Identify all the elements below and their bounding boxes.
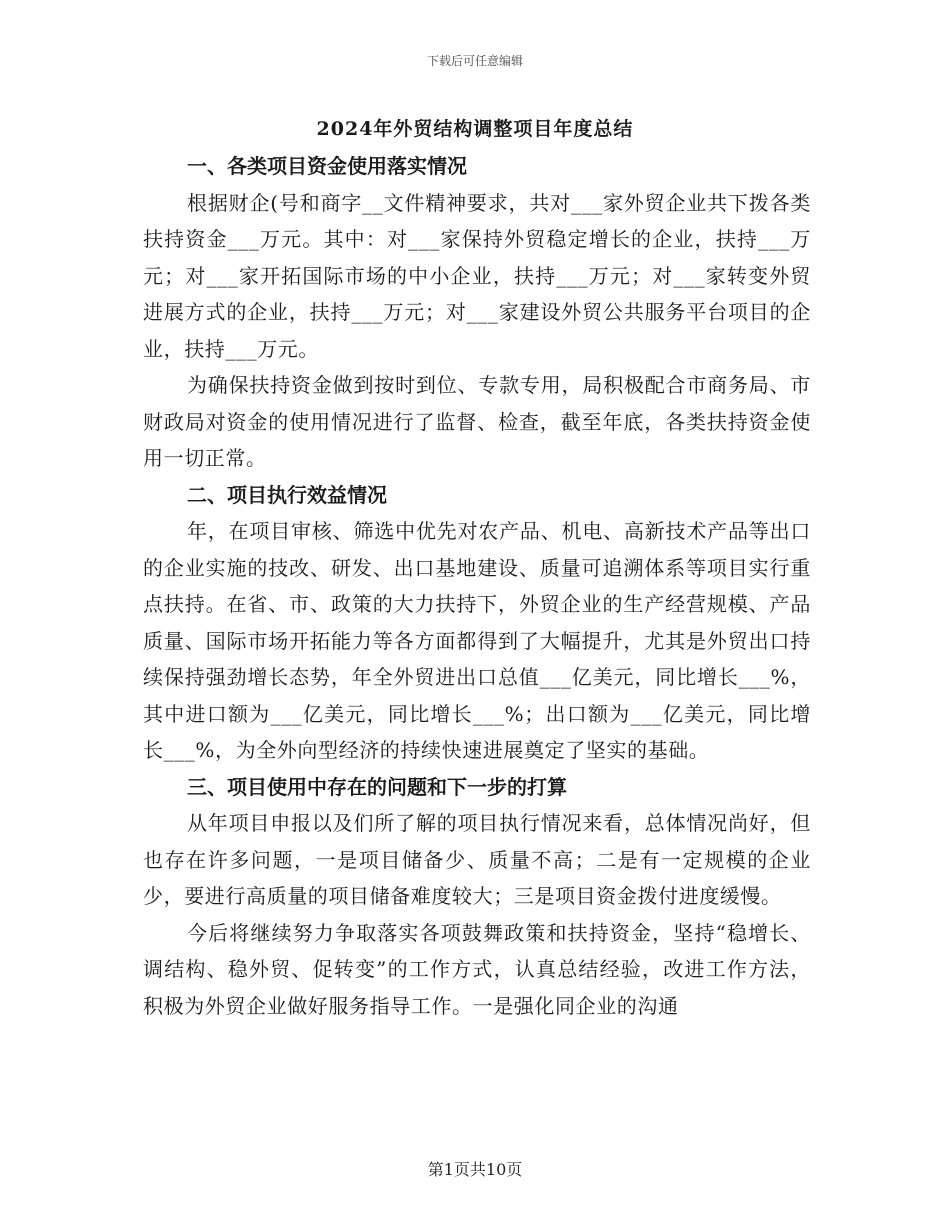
section-heading: 二、项目执行效益情况 [187, 482, 387, 507]
section-heading: 三、项目使用中存在的问题和下一步的打算 [187, 774, 567, 799]
paragraph: 年，在项目审核、筛选中优先对农产品、机电、高新技术产品等出口的企业实施的技改、研发、出口基地建设、质量可追溯体系等项目实行重点扶持。在省、市、政策的大力扶持下，外贸企业的生产经营规模、产品质量、国际市场开拓能力等各方面都得到了大幅提升，尤其是外贸出口持续保持强劲增长态势，年全外贸进出口总值___亿美元，同比增长___%，其中进口额为___亿美元，同比增长___%；出口额为___亿美元，同比增长___%，为全外向型经济的持续快速进展奠定了坚实的基础。 [143, 519, 811, 762]
document-body [143, 148, 811, 1024]
section-heading: 一、各类项目资金使用落实情况 [187, 154, 467, 178]
document-title: 2024年外贸结构调整项目年度总结 [316, 118, 634, 140]
page-number: 第1页共10页 [427, 1160, 523, 1179]
paragraph: 今后将继续努力争取落实各项鼓舞政策和扶持资金，坚持“稳增长、调结构、稳外贸、促转变”的工作方式，认真总结经验，改进工作方法，积极为外贸企业做好服务指导工作。一是强化同企业的沟通 [143, 920, 811, 1018]
header-note: 下载后可任意编辑 [426, 54, 523, 68]
paragraph: 为确保扶持资金做到按时到位、专款专用，局积极配合市商务局、市财政局对资金的使用情况进行了监督、检查，截至年底，各类扶持资金使用一切正常。 [143, 373, 811, 470]
paragraph: 根据财企(号和商字__文件精神要求，共对___家外贸企业共下拨各类扶持资金___万元。其中：对___家保持外贸稳定增长的企业，扶持___万元；对___家开拓国际市场的中小企业，扶持___万元；对___家转变外贸进展方式的企业，扶持___万元；对___家建设外贸公共服务平台项目的企业，扶持___万元。 [143, 190, 811, 361]
paragraph: 从年项目申报以及们所了解的项目执行情况来看，总体情况尚好，但也存在许多问题，一是项目储备少、质量不高；二是有一定规模的企业少，要进行高质量的项目储备难度较大；三是项目资金拨付进度缓慢。 [143, 811, 811, 908]
